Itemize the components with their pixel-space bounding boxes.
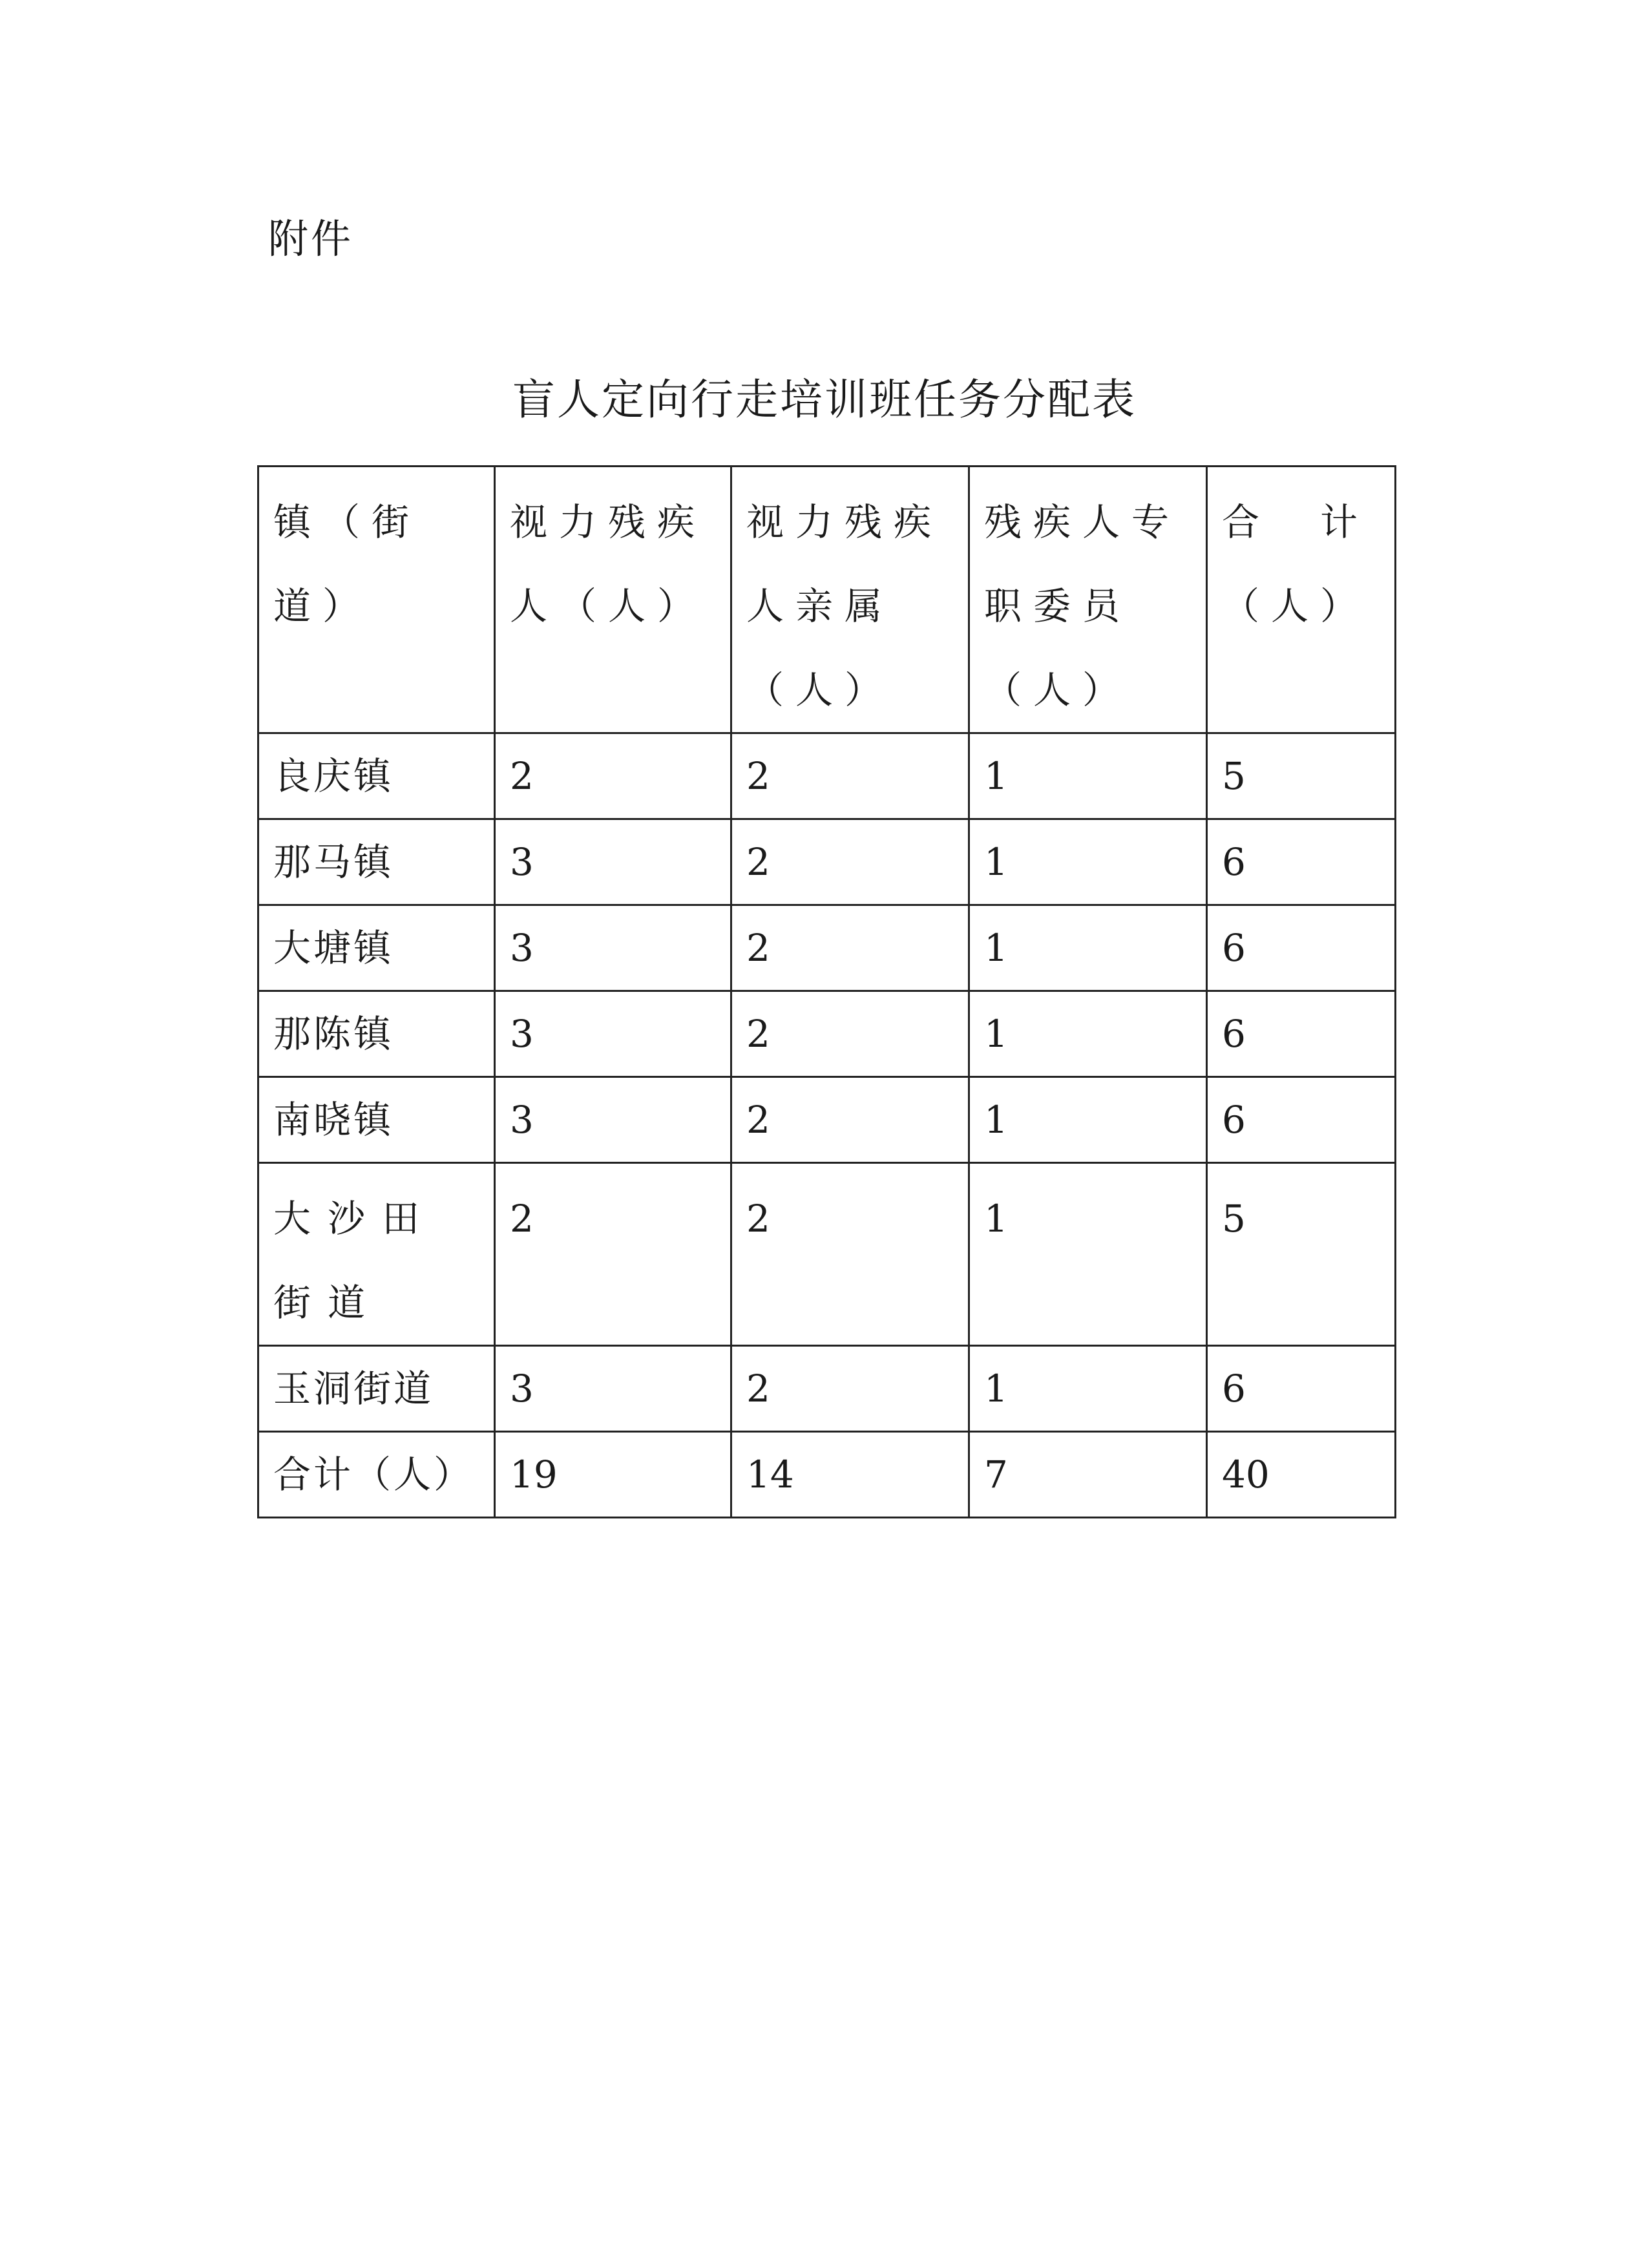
- relatives-cell: 2: [731, 819, 969, 905]
- relatives-total-cell: 14: [731, 1432, 969, 1518]
- visually-impaired-cell: 3: [495, 1346, 731, 1432]
- table-total-row: [258, 1432, 1396, 1518]
- relatives-cell: 2: [731, 1346, 969, 1432]
- relatives-cell: 2: [731, 991, 969, 1077]
- document-title: 盲人定向行走培训班任务分配表: [512, 375, 1137, 425]
- visually-impaired-cell: 2: [495, 733, 731, 819]
- committee-cell: 1: [969, 1346, 1207, 1432]
- visually-impaired-cell: 3: [495, 991, 731, 1077]
- table-row: [258, 819, 1396, 905]
- table-row: [258, 905, 1396, 991]
- total-cell: 6: [1207, 991, 1396, 1077]
- relatives-cell: 2: [731, 1163, 969, 1346]
- table-row: [258, 1163, 1396, 1346]
- table-row: [258, 1346, 1396, 1432]
- table-row: [258, 733, 1396, 819]
- committee-cell: 1: [969, 1163, 1207, 1346]
- relatives-cell: 2: [731, 1077, 969, 1163]
- region-cell: 南晓镇: [258, 1077, 495, 1163]
- table-row: [258, 1077, 1396, 1163]
- visually-impaired-cell: 3: [495, 905, 731, 991]
- header-region: 镇（街道）: [258, 467, 495, 733]
- total-cell: 6: [1207, 905, 1396, 991]
- committee-cell: 1: [969, 1077, 1207, 1163]
- total-cell: 6: [1207, 1346, 1396, 1432]
- allocation-table: [257, 465, 1396, 1518]
- region-cell: 良庆镇: [258, 733, 495, 819]
- table-row: [258, 991, 1396, 1077]
- visually-impaired-total-cell: 19: [495, 1432, 731, 1518]
- table-header-row: [258, 467, 1396, 733]
- header-total: 合 计（人）: [1207, 467, 1396, 733]
- region-cell: 大沙田街道: [258, 1163, 495, 1346]
- grand-total-cell: 40: [1207, 1432, 1396, 1518]
- relatives-cell: 2: [731, 905, 969, 991]
- region-cell: 玉洞街道: [258, 1346, 495, 1432]
- committee-cell: 1: [969, 991, 1207, 1077]
- visually-impaired-cell: 2: [495, 1163, 731, 1346]
- total-cell: 5: [1207, 1163, 1396, 1346]
- visually-impaired-cell: 3: [495, 1077, 731, 1163]
- region-cell: 那马镇: [258, 819, 495, 905]
- relatives-cell: 2: [731, 733, 969, 819]
- total-cell: 6: [1207, 819, 1396, 905]
- committee-cell: 1: [969, 733, 1207, 819]
- header-relatives: 视力残疾人亲属（人）: [731, 467, 969, 733]
- total-label-cell: 合计（人）: [258, 1432, 495, 1518]
- header-visually-impaired: 视力残疾人（人）: [495, 467, 731, 733]
- committee-cell: 1: [969, 819, 1207, 905]
- total-cell: 5: [1207, 733, 1396, 819]
- total-cell: 6: [1207, 1077, 1396, 1163]
- committee-cell: 1: [969, 905, 1207, 991]
- header-committee-members: 残疾人专职委员（人）: [969, 467, 1207, 733]
- committee-total-cell: 7: [969, 1432, 1207, 1518]
- attachment-label: 附件: [268, 215, 354, 262]
- region-cell: 大塘镇: [258, 905, 495, 991]
- region-cell: 那陈镇: [258, 991, 495, 1077]
- visually-impaired-cell: 3: [495, 819, 731, 905]
